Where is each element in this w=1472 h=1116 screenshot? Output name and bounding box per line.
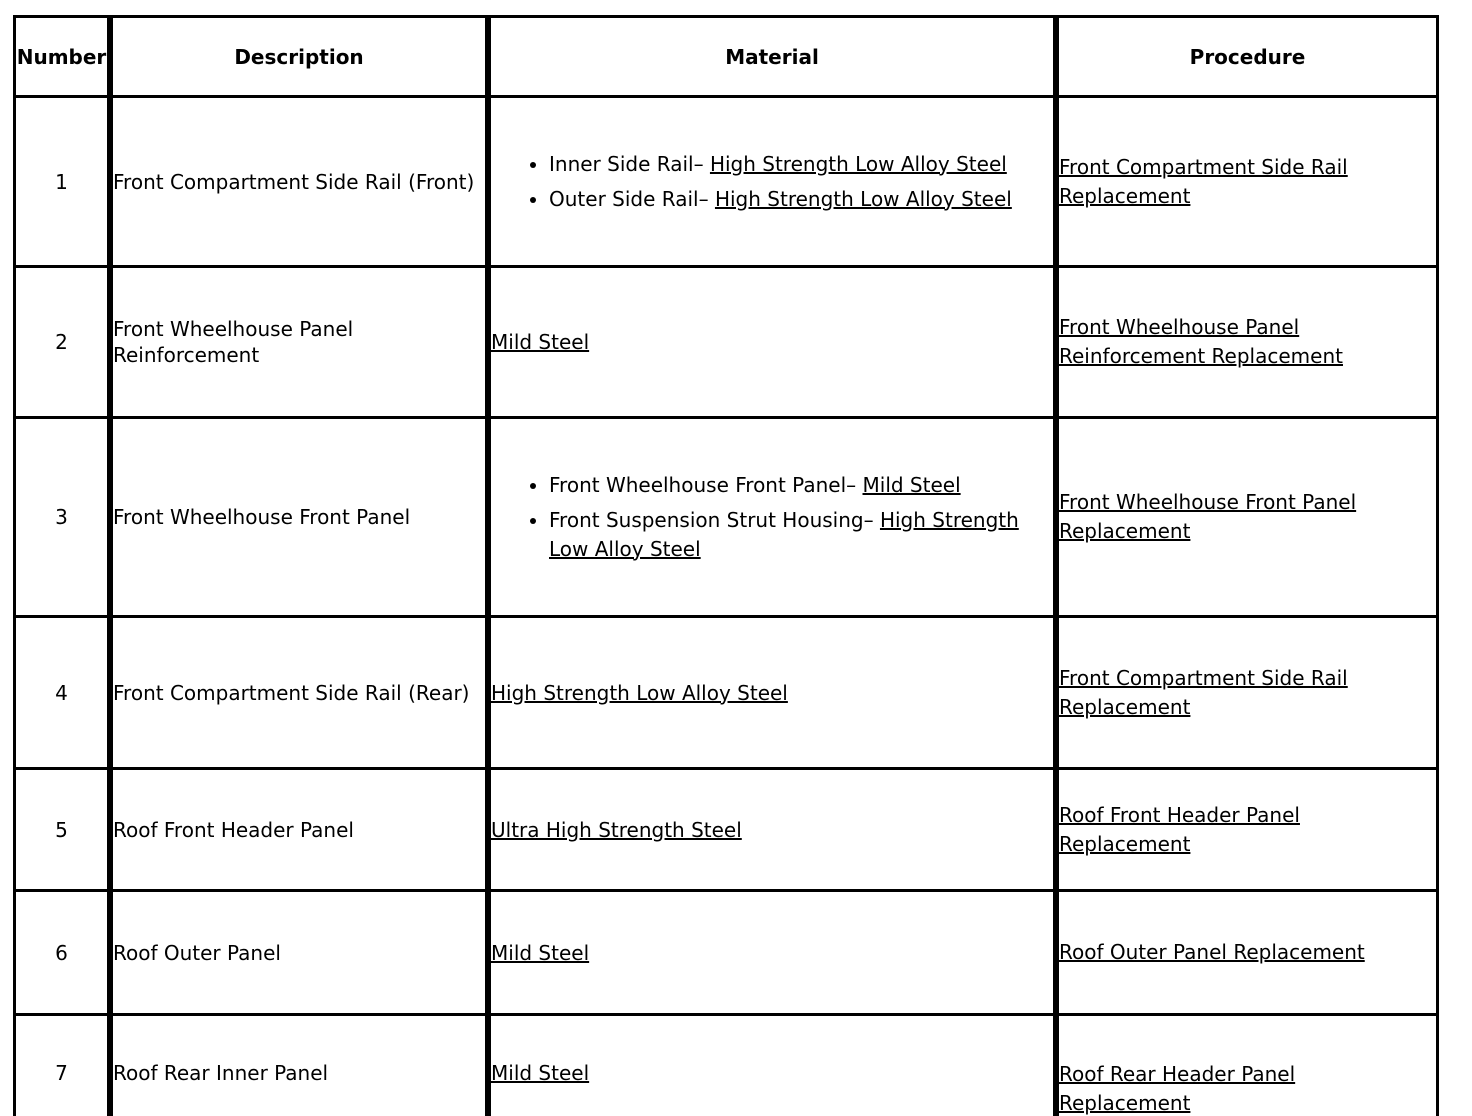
material-link[interactable]: High Strength Low Alloy Steel (549, 507, 1019, 561)
row-material (488, 892, 1056, 1013)
material-part-label: Front Wheelhouse Front Panel– (549, 472, 857, 497)
row-procedure (1056, 98, 1439, 265)
row-number: 2 (13, 268, 110, 416)
row-procedure (1056, 618, 1439, 767)
table-row (13, 98, 1439, 268)
row-procedure (1056, 1016, 1439, 1116)
row-material (488, 770, 1056, 889)
description-text: Roof Outer Panel (113, 940, 281, 965)
table-row (13, 892, 1439, 1016)
material-link[interactable]: Mild Steel (862, 472, 961, 497)
procedure-link[interactable]: Roof Outer Panel Replacement (1059, 940, 1365, 964)
row-material (488, 618, 1056, 767)
table-row (13, 268, 1439, 419)
procedure-link[interactable]: Front Wheelhouse Panel Reinforcement Replacement (1059, 315, 1343, 368)
description-text: Front Compartment Side Rail (Front) (113, 169, 475, 194)
material-list (491, 465, 1053, 570)
materials-table (13, 15, 1439, 1116)
description-text: Roof Rear Inner Panel (113, 1061, 329, 1085)
material-part-label: Outer Side Rail– (549, 186, 709, 211)
header-description: Description (110, 18, 488, 95)
row-material (488, 98, 1056, 265)
table-row (13, 618, 1439, 770)
row-procedure (1056, 419, 1439, 615)
material-link[interactable]: High Strength Low Alloy Steel (709, 151, 1007, 176)
material-list-item (549, 506, 1053, 564)
material-link[interactable]: Mild Steel (491, 1061, 590, 1085)
header-number: Number (13, 18, 110, 95)
procedure-link[interactable]: Roof Front Header Panel Replacement (1059, 802, 1300, 856)
row-material (488, 268, 1056, 416)
material-list-item (549, 150, 1012, 179)
row-number: 6 (13, 892, 110, 1013)
description-text: Roof Front Header Panel (113, 817, 354, 842)
table-header-row (13, 18, 1439, 98)
row-description (110, 419, 488, 615)
material-list-item (549, 471, 1053, 500)
material-list-item (549, 185, 1012, 214)
table-row (13, 770, 1439, 892)
procedure-link[interactable]: Front Compartment Side Rail Replacement (1059, 665, 1348, 719)
row-procedure (1056, 892, 1439, 1013)
row-description (110, 98, 488, 265)
row-number: 1 (13, 98, 110, 265)
procedure-link[interactable]: Front Compartment Side Rail Replacement (1059, 154, 1348, 208)
material-link[interactable]: Mild Steel (491, 940, 590, 965)
row-number: 4 (13, 618, 110, 767)
row-procedure (1056, 770, 1439, 889)
table-row (13, 419, 1439, 618)
description-text: Front Wheelhouse Panel Reinforcement (113, 317, 354, 367)
material-part-label: Front Suspension Strut Housing– (549, 507, 874, 532)
header-material: Material (488, 18, 1056, 95)
procedure-link[interactable]: Roof Rear Header Panel Replacement (1059, 1062, 1296, 1115)
row-procedure (1056, 268, 1439, 416)
row-description (110, 268, 488, 416)
material-link[interactable]: High Strength Low Alloy Steel (714, 186, 1012, 211)
description-text: Front Compartment Side Rail (Rear) (113, 680, 470, 705)
row-description (110, 892, 488, 1013)
table-row (13, 1016, 1439, 1116)
row-number: 3 (13, 419, 110, 615)
row-number: 7 (13, 1016, 110, 1116)
material-part-label: Inner Side Rail– (549, 151, 704, 176)
row-number: 5 (13, 770, 110, 889)
row-description (110, 1016, 488, 1116)
row-material (488, 419, 1056, 615)
description-text: Front Wheelhouse Front Panel (113, 505, 411, 529)
row-description (110, 618, 488, 767)
material-link[interactable]: Ultra High Strength Steel (491, 817, 742, 842)
material-link[interactable]: High Strength Low Alloy Steel (491, 680, 788, 705)
procedure-link[interactable]: Front Wheelhouse Front Panel Replacement (1059, 490, 1357, 543)
row-material (488, 1016, 1056, 1116)
material-link[interactable]: Mild Steel (491, 330, 590, 354)
row-description (110, 770, 488, 889)
header-procedure: Procedure (1056, 18, 1439, 95)
material-list (491, 144, 1012, 220)
